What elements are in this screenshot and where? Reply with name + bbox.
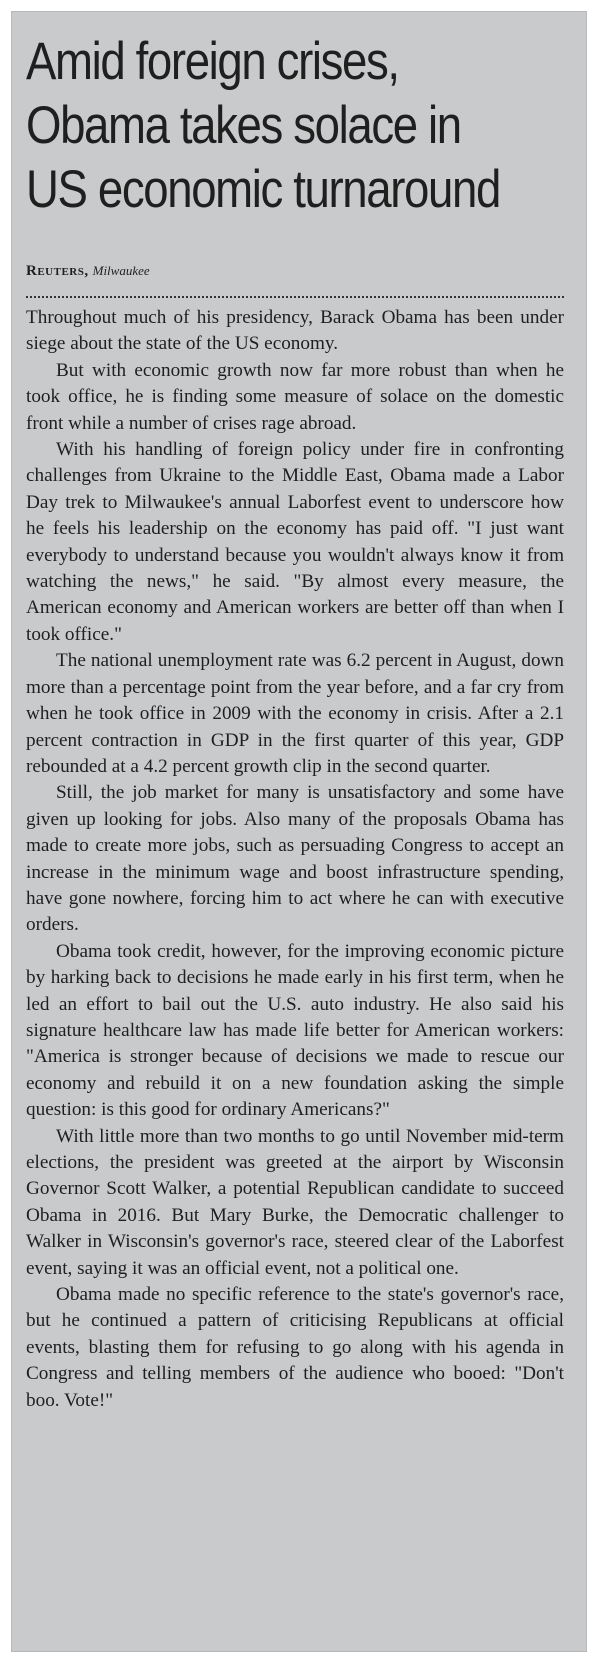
paragraph-2: But with economic growth now far more robust than when he took office, he is finding some measure of solace on the domestic front while a number of crises rage abroad. [26,359,564,434]
paragraph-4: The national unemployment rate was 6.2 percent in August, down more than a percentage point from the year before, and a far cry from when he took office in 2009 with the economy in crisis. After a 2.1 percent contraction in GDP in the first quarter of this year, GDP rebounded at a 4.2 percent growth clip in the second quarter. [26,650,564,777]
headline-line-2: Obama takes solace in [26,96,461,155]
paragraph-5: Still, the job market for many is unsatisfactory and some have given up looking for jobs. Also many of the proposals Obama has made to create more jobs, such as persuading Congress to accept an increase in the minimum wage and boost infrastructure spending, have gone nowhere, forcing him to act where he can with executive orders. [26,782,564,936]
byline [26,262,150,280]
agency: Reuters, [26,263,89,279]
paragraph-1: Throughout much of his presidency, Barack Obama has been under siege about the state of the US economy. [26,307,564,355]
paragraph-8: Obama made no specific reference to the state's governor's race, but he continued a pattern of criticising Republicans at official events, blasting them for refusing to go along with his agenda in Congress and telling members of the audience who booed: "Don't boo. Vote!" [26,1284,564,1411]
headline-line-3: US economic turnaround [26,160,500,219]
dateline: Milwaukee [92,263,150,278]
article-body [26,305,564,1414]
headline-line-1: Amid foreign crises, [26,32,399,91]
paragraph-3: With his handling of foreign policy under fire in confronting challenges from Ukraine to the Middle East, Obama made a Labor Day trek to Milwaukee's annual Laborfest event to underscore how he feels his leadership on the economy has paid off. "I just want everybody to understand because you wouldn't always know it from watching the news," he said. "By almost every measure, the American economy and American workers are better off than when I took office." [26,439,564,645]
dotted-divider [26,296,564,298]
paragraph-7: With little more than two months to go until November mid-term elections, the president was greeted at the airport by Wisconsin Governor Scott Walker, a potential Republican candidate to succeed Obama in 2016. But Mary Burke, the Democratic challenger to Walker in Wisconsin's governor's race, steered clear of the Laborfest event, saying it was an official event, not a political one. [26,1125,564,1279]
headline [26,30,500,222]
paragraph-6: Obama took credit, however, for the improving economic picture by harking back to decisions he made early in his first term, when he led an effort to bail out the U.S. auto industry. He also said his signature healthcare law has made life better for American workers: "America is stronger because of decisions we made to rescue our economy and rebuild it on a new foundation asking the simple question: is this good for ordinary Americans?" [26,940,564,1121]
